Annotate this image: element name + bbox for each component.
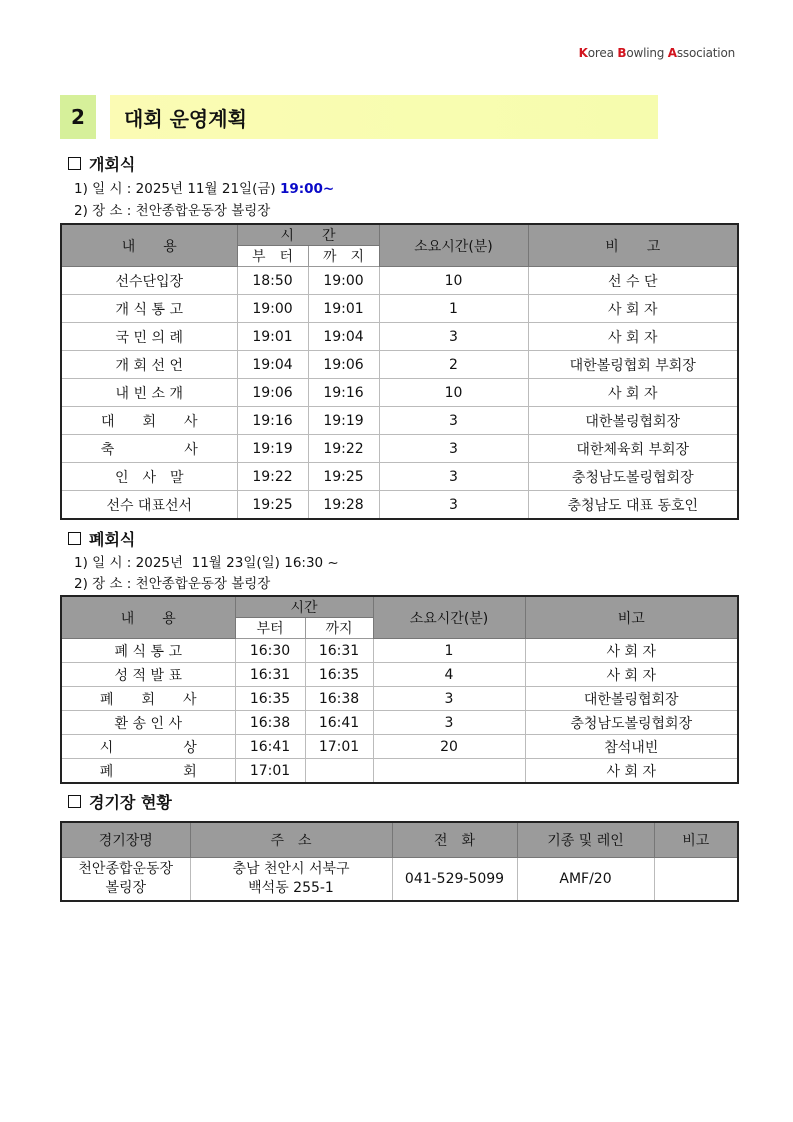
venue-lanes-cell: AMF/20 [517,858,654,902]
association-name [579,46,735,60]
cell-note: 사 회 자 [525,759,738,784]
venue-table [60,821,739,902]
association-initial-k: K [578,46,588,60]
venue-heading [68,790,172,813]
opening-place-line: 2) 장 소 : 천안종합운동장 볼링장 [74,203,271,219]
venue-phone-cell: 041-529-5099 [392,858,517,902]
cell-note: 사 회 자 [525,639,738,663]
venue-name-line-1: 천안종합운동장 [78,861,174,877]
cell-note: 대한볼링협회 부회장 [528,351,738,379]
cell-note: 충청남도볼링협회장 [525,711,738,735]
cell-duration: 3 [379,435,528,463]
cell-note: 대한볼링협회장 [525,687,738,711]
cell-duration: 3 [379,463,528,491]
cell-from: 16:35 [235,687,305,711]
table-row [61,491,738,520]
cell-content: 개 식 통 고 [61,295,237,323]
table-row [61,407,738,435]
cell-content: 시 상 [61,735,235,759]
column-header-duration: 소요시간(분) [373,596,525,639]
column-header-to: 까 지 [308,246,379,267]
opening-heading-text: 개회식 [89,155,136,174]
column-header-time: 시 간 [237,224,379,246]
cell-note: 대한볼링협회장 [528,407,738,435]
opening-date-line [74,177,334,197]
venue-note-cell [654,858,738,902]
cell-content: 폐 회 [61,759,235,784]
cell-content: 국 민 의 례 [61,323,237,351]
cell-content: 인 사 말 [61,463,237,491]
table-row [61,663,738,687]
table-row [61,687,738,711]
table-row [61,267,738,295]
cell-duration: 10 [379,267,528,295]
association-word-bowling: owling [626,46,668,60]
cell-to: 19:19 [308,407,379,435]
table-row [61,379,738,407]
column-header-address: 주 소 [190,822,392,858]
cell-note: 사 회 자 [525,663,738,687]
cell-content: 대 회 사 [61,407,237,435]
cell-note: 대한체육회 부회장 [528,435,738,463]
cell-from: 19:22 [237,463,308,491]
closing-schedule-table [60,595,739,784]
column-header-duration: 소요시간(분) [379,224,528,267]
cell-from: 16:30 [235,639,305,663]
cell-note: 사 회 자 [528,379,738,407]
column-header-time: 시간 [235,596,373,618]
cell-to: 16:31 [305,639,373,663]
venue-address-cell [190,858,392,902]
cell-to: 19:00 [308,267,379,295]
cell-duration: 1 [373,639,525,663]
section-title-bar [60,95,658,139]
cell-content: 선수 대표선서 [61,491,237,520]
cell-duration: 20 [373,735,525,759]
cell-duration: 1 [379,295,528,323]
cell-from: 19:06 [237,379,308,407]
table-row [61,759,738,784]
cell-from: 16:38 [235,711,305,735]
column-header-from: 부터 [235,618,305,639]
column-header-content: 내 용 [61,596,235,639]
cell-duration [373,759,525,784]
cell-from: 19:25 [237,491,308,520]
cell-from: 19:19 [237,435,308,463]
column-header-phone: 전 화 [392,822,517,858]
checkbox-square-icon [68,795,81,808]
cell-from: 19:04 [237,351,308,379]
cell-note: 선 수 단 [528,267,738,295]
cell-to [305,759,373,784]
cell-duration: 3 [373,711,525,735]
checkbox-square-icon [68,157,81,170]
cell-to: 19:28 [308,491,379,520]
cell-from: 17:01 [235,759,305,784]
table-row [61,711,738,735]
cell-from: 19:16 [237,407,308,435]
table-row [61,639,738,663]
closing-date-line: 1) 일 시 : 2025년 11월 23일(일) 16:30 ~ [74,555,339,571]
venue-address-line-2: 백석동 255-1 [248,880,334,896]
cell-to: 16:38 [305,687,373,711]
cell-to: 19:22 [308,435,379,463]
cell-duration: 4 [373,663,525,687]
cell-content: 개 회 선 언 [61,351,237,379]
cell-duration: 3 [379,491,528,520]
section-number: 2 [60,95,96,139]
column-header-venue-name: 경기장명 [61,822,190,858]
table-row [61,858,738,902]
cell-note: 충청남도 대표 동호인 [528,491,738,520]
section-title: 대회 운영계획 [110,95,658,139]
cell-note: 충청남도볼링협회장 [528,463,738,491]
cell-from: 19:01 [237,323,308,351]
column-header-to: 까지 [305,618,373,639]
closing-heading-text: 폐회식 [89,530,136,549]
cell-to: 16:41 [305,711,373,735]
association-word-association: ssociation [676,46,735,60]
cell-to: 19:04 [308,323,379,351]
cell-content: 성 적 발 표 [61,663,235,687]
cell-note: 사 회 자 [528,295,738,323]
cell-duration: 10 [379,379,528,407]
cell-from: 16:31 [235,663,305,687]
opening-schedule-table [60,223,739,520]
venue-heading-text: 경기장 현황 [89,793,172,812]
cell-from: 18:50 [237,267,308,295]
cell-content: 축 사 [61,435,237,463]
column-header-note: 비 고 [528,224,738,267]
column-header-from: 부 터 [237,246,308,267]
column-header-lanes: 기종 및 레인 [517,822,654,858]
closing-place-line: 2) 장 소 : 천안종합운동장 볼링장 [74,576,271,592]
association-word-korea: orea [587,46,618,60]
cell-content: 폐 회 사 [61,687,235,711]
venue-name-cell [61,858,190,902]
cell-duration: 3 [373,687,525,711]
cell-duration: 2 [379,351,528,379]
venue-address-line-1: 충남 천안시 서북구 [232,861,350,877]
table-row [61,463,738,491]
cell-content: 선수단입장 [61,267,237,295]
venue-name-line-2: 볼링장 [105,880,147,896]
association-initial-a: A [667,46,677,60]
cell-from: 19:00 [237,295,308,323]
cell-to: 19:25 [308,463,379,491]
table-row [61,435,738,463]
cell-note: 사 회 자 [528,323,738,351]
checkbox-square-icon [68,532,81,545]
table-row [61,351,738,379]
cell-duration: 3 [379,407,528,435]
cell-duration: 3 [379,323,528,351]
cell-content: 폐 식 통 고 [61,639,235,663]
table-row [61,295,738,323]
cell-to: 19:01 [308,295,379,323]
table-row [61,323,738,351]
closing-heading [68,527,135,550]
cell-content: 환 송 인 사 [61,711,235,735]
table-row [61,735,738,759]
column-header-note: 비고 [525,596,738,639]
cell-to: 19:06 [308,351,379,379]
opening-start-time: 19:00~ [279,181,335,197]
cell-note: 참석내빈 [525,735,738,759]
cell-content: 내 빈 소 개 [61,379,237,407]
cell-to: 16:35 [305,663,373,687]
column-header-note: 비고 [654,822,738,858]
column-header-content: 내 용 [61,224,237,267]
cell-to: 19:16 [308,379,379,407]
association-initial-b: B [617,46,627,60]
opening-heading [68,152,135,175]
cell-from: 16:41 [235,735,305,759]
opening-date-text: 1) 일 시 : 2025년 11월 21일(금) [74,181,280,197]
cell-to: 17:01 [305,735,373,759]
